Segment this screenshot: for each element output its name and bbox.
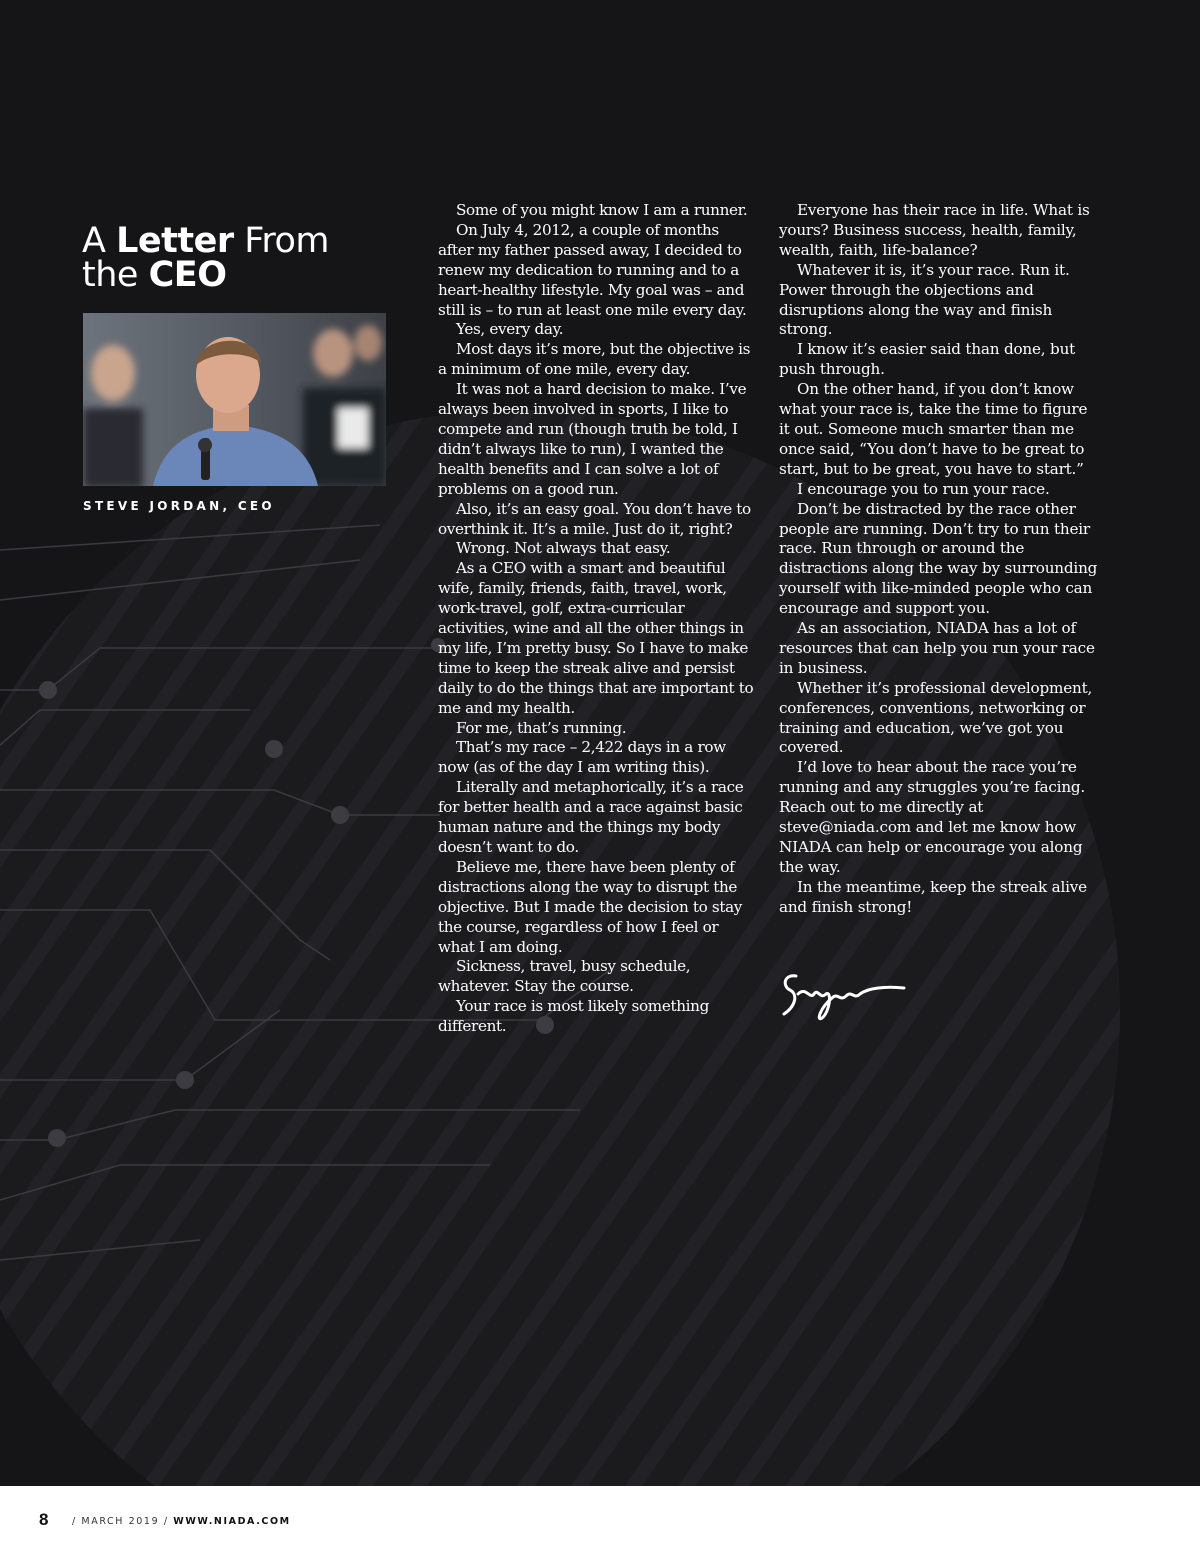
paragraph: As an association, NIADA has a lot of resources that can help you run your race in business. [779, 619, 1095, 677]
title-prefix: A [82, 221, 106, 261]
paragraph: Some of you might know I am a runner. [456, 201, 748, 219]
paragraph: Your race is most likely something different. [438, 997, 709, 1036]
paragraph: Literally and metaphorically, it’s a race for better health and a race against basic human nature and the things my body doesn’t want to do. [438, 778, 744, 856]
page-number: 8 [39, 1510, 49, 1529]
website-link[interactable]: WWW.NIADA.COM [173, 1516, 291, 1527]
paragraph: I know it’s easier said than done, but push through. [779, 340, 1076, 379]
paragraph: That’s my race – 2,422 days in a row now (as of the day I am writing this). [438, 738, 726, 777]
ceo-photo [83, 313, 386, 486]
photo-caption: STEVE JORDAN, CEO [83, 499, 275, 513]
paragraph: I’d love to hear about the race you’re running and any struggles you’re facing. Reach out to me directly at steve@niada.com and let me know how NIADA can help or encourage you along the way. [779, 758, 1086, 876]
folio-line [72, 1516, 291, 1527]
paragraph: Yes, every day. [456, 320, 564, 339]
paragraph: As a CEO with a smart and beautiful wife, family, friends, faith, travel, work, work-travel, golf, extra-curricular activities, wine and all the other things in my life, I’m pretty busy. So I have to make time to keep the streak alive and persist daily to do the things that are important to me and my health. [438, 559, 754, 717]
title-bold-letter: Letter [116, 221, 234, 261]
article-column-1 [438, 201, 758, 1037]
issue-date: / MARCH 2019 / [72, 1516, 169, 1527]
title-from: From [244, 221, 329, 261]
paragraph: In the meantime, keep the streak alive and finish strong! [779, 877, 1087, 916]
paragraph: I encourage you to run your race. [797, 479, 1050, 498]
paragraph: On the other hand, if you don’t know what your race is, take the time to figure it out. Someone much smarter than me once said, “You don’t have to be great to start, but to be great, you have to start.” [779, 380, 1088, 478]
paragraph: Everyone has their race in life. What is yours? Business success, health, family, wealth, faith, life-balance? [779, 201, 1090, 259]
paragraph: Sickness, travel, busy schedule, whatever. Stay the course. [438, 957, 691, 996]
paragraph: Also, it’s an easy goal. You don’t have to overthink it. It’s a mile. Just do it, right? [438, 499, 751, 538]
paragraph: Most days it’s more, but the objective is a minimum of one mile, every day. [438, 340, 751, 379]
article-column-2 [779, 201, 1101, 918]
paragraph: Wrong. Not always that easy. [456, 539, 671, 558]
title-bold-ceo: CEO [148, 255, 227, 295]
paragraph: Don’t be distracted by the race other people are running. Don’t try to run their race. Run through or around the distractions along the way by surrounding yourself with like-minded people who can encourage and support you. [779, 499, 1098, 618]
paragraph: It was not a hard decision to make. I’ve always been involved in sports, I like to compete and run (though truth be told, I didn’t always like to run), I wanted the health benefits and I can solve a lot of problems on a good run. [438, 380, 747, 498]
ceo-signature [776, 964, 906, 1024]
page-footer [0, 1486, 1200, 1558]
paragraph: Whether it’s professional development, conferences, conventions, networking or training and education, we’ve got you covered. [779, 678, 1093, 757]
article-title [82, 221, 329, 295]
paragraph: Believe me, there have been plenty of distractions along the way to disrupt the objective. But I made the decision to stay the course, regardless of how I feel or what I am doing. [438, 857, 743, 956]
paragraph: For me, that’s running. [456, 718, 627, 737]
paragraph: Whatever it is, it’s your race. Run it. Power through the objections and disruptions along the way and finish strong. [779, 260, 1070, 339]
paragraph: On July 4, 2012, a couple of months after my father passed away, I decided to renew my dedication to running and to a heart-healthy lifestyle. My goal was – and still is – to run at least one mile every day. [438, 220, 747, 319]
title-the: the [82, 255, 138, 295]
